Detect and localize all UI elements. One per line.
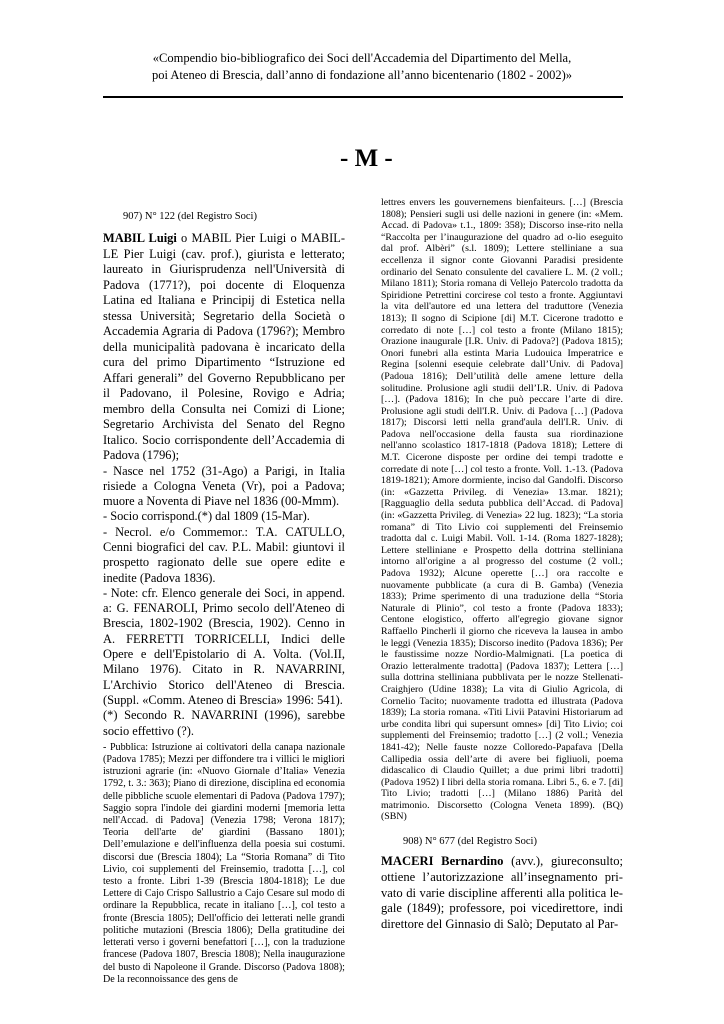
- note-references: - Note: cfr. Elenco generale dei Soci, in append. a: G. FENAROLI, Primo secolo dell'Ateneo di Brescia, 1802-1902 (Brescia, 1902). Cenno in A. FERRETTI TORRICELLI, Indici delle Opere e dell'Epistolario di A. Volta. (Vol.II, Milano 1976). Citato in R. NAVARRINI, L'Archivio Storico dell'Ateneo di Brescia. (Suppl. «Comm. Ateneo di Brescia» 1996: 541).: [103, 585, 345, 707]
- entry-907-publications: - Pubblica: Istruzione ai coltivatori della canapa nazionale (Padova 1785); Mezzi per diffondere tra i villici le migliori istruzioni agrarie (in: «Nuovo Giornale d’Italia» Venezia 1792, t. 3.: 363); Piano di direzione, disciplina ed economia delle pibbliche scuole elementari di Padova (Padova 1797); Saggio sopra l'indole dei giardini moderni [memoria letta nell'Accad. di Padova] (Venezia 1798; Verona 1817); Teoria dell'arte de' giardini (Bassano 1801); Dell’emulazione e dell'influenza della poesia sui costumi. discorsi due (Brescia 1804); La “Storia Romana” di Tito Livio, coi supplementi del Freinsemio, tradotta […], col testo a fronte. Libri 1-39 (Brescia 1804-1818); Le due Lettere di Cajo Crispo Sallustrio a Cajo Cesare sul modo di ordinare la Repubblica, recate in italiano […], col testo a fronte (Brescia 1805); Dell'officio dei letterati nelle grandi politiche mutazioni (Brescia 1806); Della gratitudine dei letterati verso i governi benefattori […], con la traduzione francese (Padova 1807, Brescia 1808); Nella inaugurazione del busto di Napoleone il Grande. Discorso (Padova 1808); De la reconnoissance des gens de: [103, 741, 345, 985]
- note-footnote: (*) Secondo R. NAVARRINI (1996), sarebbe socio effettivo (?).: [103, 708, 345, 738]
- note-obituary: - Necrol. e/o Commemor.: T.A. CATULLO, Cenni biografici del cav. P.L. Mabil: giuntovi il prospetto ragionato delle sue opere edite e inedite (Padova 1836).: [103, 524, 345, 585]
- right-column: [381, 197, 623, 987]
- header-line-1: «Compendio bio-bibliografico dei Soci dell'Accademia del Dipartimento del Mella,: [152, 51, 572, 65]
- entry-908-biography: [381, 854, 623, 933]
- header-line-2: poi Ateneo di Brescia, dall’anno di fondazione all’anno bicentenario (1802 - 2002)»: [151, 68, 572, 82]
- note-membership: - Socio corrispond.(*) dal 1809 (15-Mar).: [103, 509, 310, 524]
- entry-907-name: MABIL Luigi: [103, 231, 177, 245]
- entry-907-publications-continued: lettres envers les gouvernemens bienfaiteurs. […] (Brescia 1808); Pensieri sugli usi delle nazioni in genere (in: «Mem. Accad. di Padova» t.1., 1809: 358); Discorso inse-rito nella “Raccolta per l’inaugurazione del quadro ad o-lio eseguito dal prof. Albèri” (s.l. 1809); Lettere stelliniane a sua eccellenza il signor conte Giovanni Paradisi presidente ordinario del Senato consulente del cavaliere L. M. (2 voll.; Milano 1811); Storia romana di Vellejo Patercolo tradotta da Spiridione Petrettini corcirese col testo a fronte. Aggiuntavi la vita dell'autore ed una lettera del traduttore (Venezia 1813); Il sogno di Scipione [di] M.T. Cicerone tradotto e corredato di note […] col testo a fronte (Milano 1815); Orazione inaugurale [I.R. Univ. di Padova?] (Padova 1815); Onori funebri alla estinta Maria Ludouica Imperatrice e Regina [solenni esequie celebrate dall’Univ. di Padova] (Padoua 1816); Dell’utilità delle amene letture della solitudine. Prolusione agli studii dell’I.R. Univ. di Padova […]. (Padova 1816); In che può peccare l’arte di dire. Prolusione agli studi dell'I.R. Univ. di Padova […] (Padova 1817); Discorsi letti nella grand'aula dell'I.R. Univ. di Padova nell'occasione della fausta sua riordinazione nell'anno scolastico 1817-1818 (Padova 1818); Lettere di M.T. Cicerone disposte per ordine dei tempi tradotte e corredate di note […] col testo a fronte. Voll. 1.-13. (Padova 1819-1821); Amore dormiente, inciso dal Gandolfi. Discorso (in: «Gazzetta Privileg. di Venezia» 13.mar. 1821); [Ragguaglio della seduta pubblica dell’Accad. di Padova] (in: «Gazzetta Privileg. di Venezia» 22 lug. 1823); “La storia romana” di Tito Livio coi supplementi del Freinsemio tradotta dal c. Luigi Mabil. Voll. 1-14. (Roma 1827-1828); Lettere stelliniane e Prospetto della dottrina stelliniana intorno all'origine a al progresso del costume (2 voll.; Padova 1932); Alcune operette […] ora raccolte e nuovamente pubblicate (a cura di B. Gamba) (Venezia 1833); Prime sperimento di una traduzione della “Storia Naturale di Plinio”, col testo a fronte (Padova 1833); Centone elogistico, offerto all'egregio giovane signor Raffaello Pincherli il giorno che riceveva la lausea in ambo le leggi (Venezia 1835); Discorso inedito (Padova 1836); Per le faustissime nozze Nordio-Malmignati. [La poetica di Orazio letteralmente tradotta] (Padova 1837); Lettera […] sulla dottrina stelliniana pubblivata per le nozze Stellenati-Craighjero (Udine 1838); La vita di Giulio Agricola, di Cornelio Tacito; nuovamente tradotta ed illustrata (Padova 1839); La storia romana. «Titi Livii Patavini Historiarum ad urbe condita libri qui supersunt omnes» [di] Tito Livio; coi supplementi del Freinsemio; tradotto […] (2 voll.; Venezia 1841-42); Nelle fauste nozze Colloredo-Papafava [Della Callipedia ossia dell’arte di avere bei figliuoli, poema didascalico di Claudio Quillet; a due primi libri tradotti] (Padova 1952) I libri della storia romana. Libri 5., 6. e 7. [di] Tito Livio; tradotti […] (Milano 1886) Parità del matrimonio. Discorsetto (Cologna Veneta 1899). (BQ) (SBN): [381, 197, 623, 823]
- entry-908-body: (avv.), giureconsulto; ottiene l’autorizzazione all’insegnamento pri-vato di varie discipline afferenti alla politica le-gale (1849); professore, poi vicedirettore, indi direttore del Ginnasio di Salò; Deputato al Par-: [381, 854, 623, 932]
- left-column: [103, 206, 345, 985]
- entry-907-body: o MABIL Pier Luigi o MABIL-LE Pier Luigi (cav. prof.), giurista e letterato; laureato in Giurisprudenza nell'Università di Padova (1771?), poi docente di Eloquenza Latina ed Italiana e Principij di Estetica nella stessa Università; Segretario della Società o Accademia Agraria di Padova (1796?); Membro della municipalità padovana è incaricato della cura del primo Dipartimento “Istruzione ed Affari generali” del Governo Repubblicano per il Padovano, il Polesine, Rovigo e Adria; membro della Consulta nei Comizi di Lione; Segretario Archivista del Senato del Regno Italico. Socio corrispondente dell’Accademia di Padova (1796);: [103, 231, 345, 462]
- register-number-908: 908) N° 677 (del Registro Soci): [403, 836, 537, 848]
- section-letter: - M -: [340, 145, 393, 172]
- header-rule: [103, 96, 623, 98]
- register-number-907: 907) N° 122 (del Registro Soci): [123, 211, 257, 222]
- entry-908-name: MACERI Bernardino: [381, 854, 504, 869]
- entry-907-notes: [103, 464, 345, 739]
- page-header: [0, 50, 724, 84]
- note-birth: - Nasce nel 1752 (31-Ago) a Parigi, in Italia risiede a Cologna Veneta (Vr), poi a Padova; muore a Noventa di Piave nel 1836 (00-Mmm).: [103, 463, 345, 509]
- entry-907-biography: [103, 231, 345, 464]
